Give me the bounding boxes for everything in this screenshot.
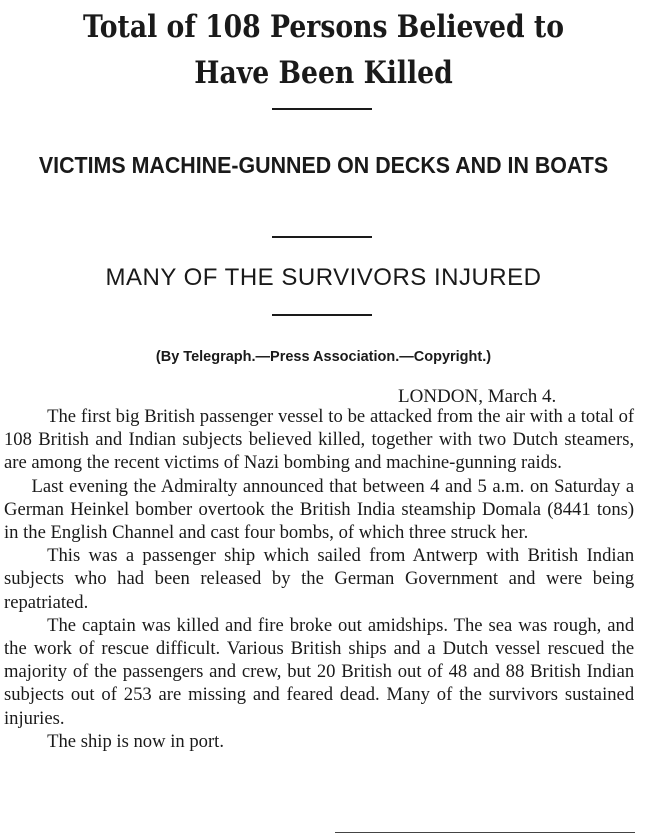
divider-rule xyxy=(272,236,372,238)
dateline: LONDON, March 4. xyxy=(398,386,557,407)
article-paragraph: The first big British passenger vessel to be attacked from the air with a total of 108 British and Indian subjects believed killed, together with two Dutch steamers, are among the recent victims of Nazi bombing and machine-gunning raids. xyxy=(4,406,635,474)
headline: Total of 108 Persons Believed to Have Been Killed xyxy=(82,9,565,91)
column-end-rule xyxy=(335,832,635,833)
byline: (By Telegraph.—Press Association.—Copyright.) xyxy=(155,349,492,365)
divider-rule xyxy=(272,314,372,316)
article-paragraph: This was a passenger ship which sailed from Antwerp with British Indian subjects who had been released by the German Government and were being repatriated. xyxy=(4,545,635,613)
article-body xyxy=(4,405,634,753)
subheadline-victims: VICTIMS MACHINE-GUNNED ON DECKS AND IN BOATS xyxy=(38,152,609,178)
article-paragraph: The ship is now in port. xyxy=(47,730,225,752)
subheadline-survivors: MANY OF THE SURVIVORS INJURED xyxy=(105,264,542,291)
article-paragraph: Last evening the Admiralty announced that between 4 and 5 a.m. on Saturday a German Heinkel bomber overtook the British India steamship Domala (8441 tons) in the English Channel and cast four bombs, of which three struck her. xyxy=(4,475,635,544)
divider-rule xyxy=(272,108,372,110)
article-paragraph: The captain was killed and fire broke out amidships. The sea was rough, and the work of rescue difficult. Various British ships and a Dutch vessel rescued the majority of the passengers and crew, but 20 British out of 48 and 88 British Indian subjects out of 253 are missing and feared dead. Many of the survivors sustained injuries. xyxy=(4,614,635,729)
